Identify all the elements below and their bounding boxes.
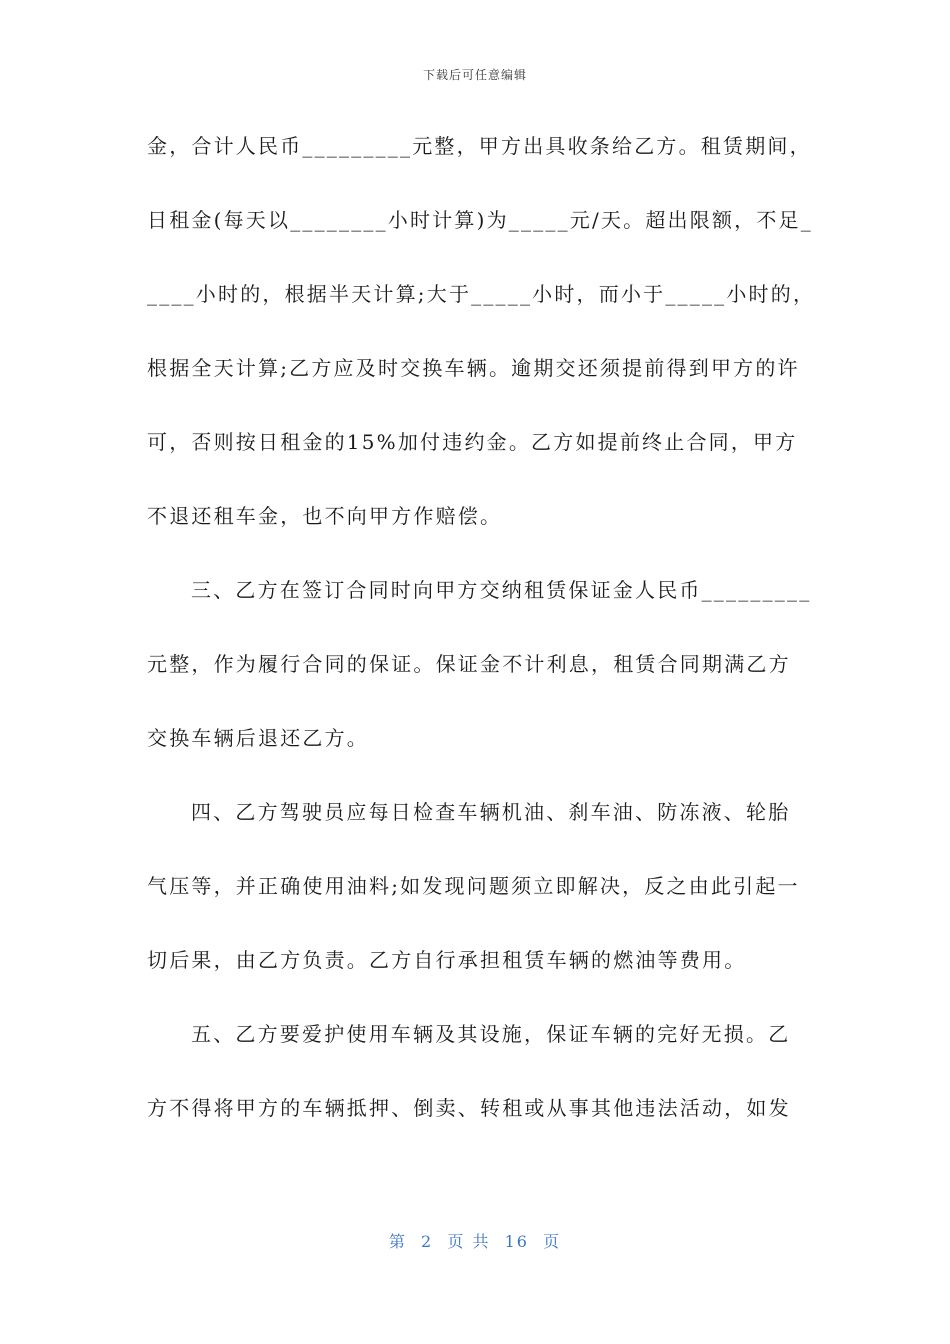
text-line-5: 可，否则按日租金的15%加付违约金。乙方如提前终止合同，甲方 (147, 430, 798, 454)
text-line-13-clause-5: 五、乙方要爱护使用车辆及其设施，保证车辆的完好无损。乙 (191, 1022, 791, 1046)
text-line-1: 金，合计人民币_________元整，甲方出具收条给乙方。租赁期间， (147, 134, 812, 158)
text-line-4: 根据全天计算;乙方应及时交换车辆。逾期交还须提前得到甲方的许 (147, 356, 800, 380)
text-line-7-clause-3: 三、乙方在签订合同时向甲方交纳租赁保证金人民币_________ (191, 578, 812, 602)
page-number-footer: 第 2 页 共 16 页 (388, 1232, 562, 1251)
text-line-14: 方不得将甲方的车辆抵押、倒卖、转租或从事其他违法活动，如发 (147, 1096, 791, 1120)
page-header: 下载后可任意编辑 (422, 68, 527, 82)
text-line-3: ____小时的，根据半天计算;大于_____小时，而小于_____小时的， (147, 282, 816, 306)
text-line-2: 日租金(每天以________小时计算)为_____元/天。超出限额，不足_ (147, 208, 813, 232)
document-body (147, 128, 816, 1164)
text-line-11: 气压等，并正确使用油料;如发现问题须立即解决，反之由此引起一 (147, 874, 800, 898)
text-line-8: 元整，作为履行合同的保证。保证金不计利息，租赁合同期满乙方 (147, 652, 791, 676)
text-line-12: 切后果，由乙方负责。乙方自行承担租赁车辆的燃油等费用。 (147, 948, 747, 972)
text-line-9: 交换车辆后退还乙方。 (147, 726, 369, 750)
text-line-6: 不退还租车金，也不向甲方作赔偿。 (147, 504, 503, 528)
text-line-10-clause-4: 四、乙方驾驶员应每日检查车辆机油、刹车油、防冻液、轮胎 (191, 800, 791, 824)
